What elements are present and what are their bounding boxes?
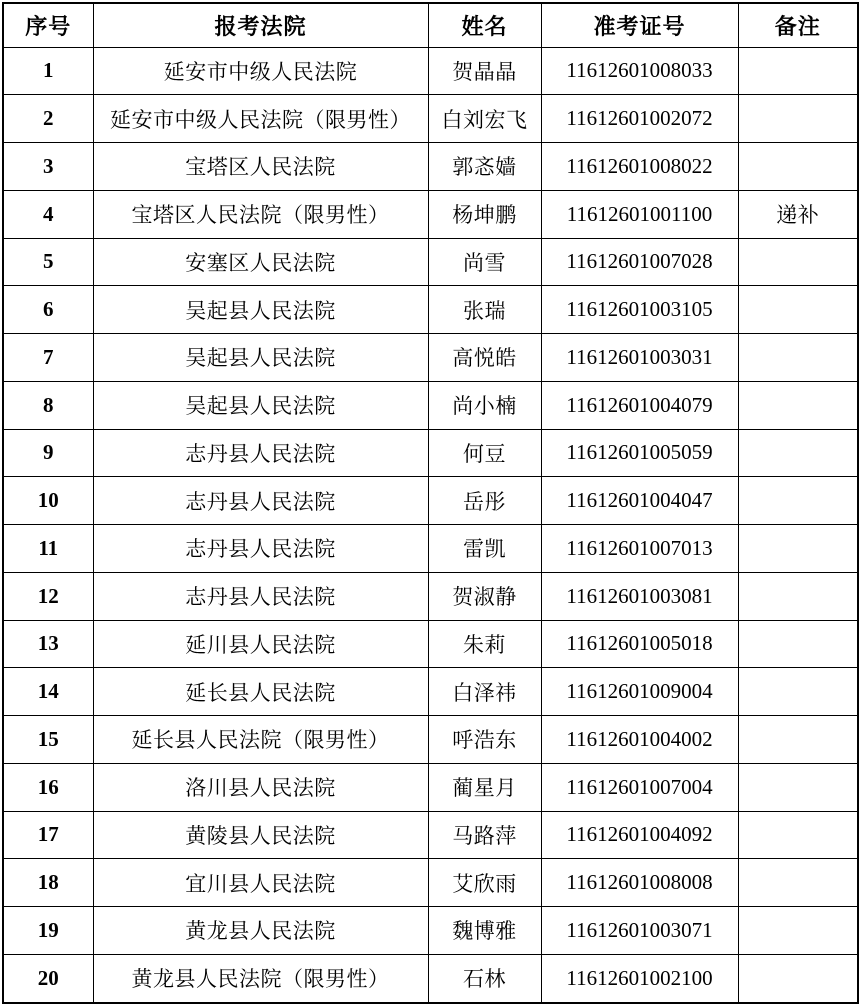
cell-ticket: 11612601003081: [541, 572, 738, 620]
cell-name: 高悦皓: [428, 334, 541, 382]
cell-no: 12: [3, 572, 93, 620]
table-row: [3, 668, 858, 716]
cell-court: 延川县人民法院: [93, 620, 428, 668]
cell-note: [738, 620, 858, 668]
table-row: [3, 811, 858, 859]
table-row: [3, 907, 858, 955]
cell-name: 艾欣雨: [428, 859, 541, 907]
header-row: [3, 3, 858, 47]
header-cell-name: 姓名: [428, 3, 541, 47]
cell-note: [738, 572, 858, 620]
cell-ticket: 11612601001100: [541, 190, 738, 238]
table-row: [3, 525, 858, 573]
table-row: [3, 47, 858, 95]
cell-ticket: 11612601003071: [541, 907, 738, 955]
cell-court: 志丹县人民法院: [93, 429, 428, 477]
cell-note: [738, 429, 858, 477]
table-body: [3, 47, 858, 1003]
cell-no: 8: [3, 381, 93, 429]
cell-ticket: 11612601007028: [541, 238, 738, 286]
cell-name: 张瑞: [428, 286, 541, 334]
table-row: [3, 429, 858, 477]
cell-no: 9: [3, 429, 93, 477]
cell-ticket: 11612601003031: [541, 334, 738, 382]
cell-no: 7: [3, 334, 93, 382]
cell-ticket: 11612601004002: [541, 716, 738, 764]
cell-no: 15: [3, 716, 93, 764]
cell-court: 延长县人民法院（限男性）: [93, 716, 428, 764]
cell-name: 朱莉: [428, 620, 541, 668]
table-row: [3, 95, 858, 143]
cell-name: 郭忞嫱: [428, 143, 541, 191]
cell-court: 宜川县人民法院: [93, 859, 428, 907]
table-row: [3, 190, 858, 238]
cell-no: 17: [3, 811, 93, 859]
cell-ticket: 11612601004079: [541, 381, 738, 429]
table-row: [3, 334, 858, 382]
cell-note: [738, 716, 858, 764]
table-row: [3, 572, 858, 620]
cell-court: 宝塔区人民法院: [93, 143, 428, 191]
cell-ticket: 11612601002072: [541, 95, 738, 143]
table-row: [3, 859, 858, 907]
cell-court: 吴起县人民法院: [93, 286, 428, 334]
cell-note: [738, 143, 858, 191]
cell-no: 5: [3, 238, 93, 286]
cell-name: 蔺星月: [428, 763, 541, 811]
cell-name: 贺淑静: [428, 572, 541, 620]
cell-no: 6: [3, 286, 93, 334]
table-row: [3, 620, 858, 668]
cell-no: 2: [3, 95, 93, 143]
cell-note: [738, 47, 858, 95]
cell-ticket: 11612601007013: [541, 525, 738, 573]
cell-name: 石林: [428, 954, 541, 1003]
cell-note: [738, 954, 858, 1003]
cell-court: 志丹县人民法院: [93, 525, 428, 573]
cell-court: 黄龙县人民法院（限男性）: [93, 954, 428, 1003]
cell-ticket: 11612601009004: [541, 668, 738, 716]
cell-name: 雷凯: [428, 525, 541, 573]
table-row: [3, 477, 858, 525]
cell-ticket: 11612601007004: [541, 763, 738, 811]
cell-court: 安塞区人民法院: [93, 238, 428, 286]
table-row: [3, 238, 858, 286]
cell-no: 18: [3, 859, 93, 907]
cell-name: 贺晶晶: [428, 47, 541, 95]
cell-note: [738, 238, 858, 286]
cell-name: 岳彤: [428, 477, 541, 525]
cell-name: 尚雪: [428, 238, 541, 286]
cell-court: 志丹县人民法院: [93, 477, 428, 525]
cell-note: [738, 763, 858, 811]
table-row: [3, 381, 858, 429]
table-row: [3, 716, 858, 764]
cell-no: 19: [3, 907, 93, 955]
cell-note: [738, 334, 858, 382]
cell-name: 尚小楠: [428, 381, 541, 429]
header-cell-note: 备注: [738, 3, 858, 47]
cell-court: 吴起县人民法院: [93, 381, 428, 429]
cell-ticket: 11612601003105: [541, 286, 738, 334]
cell-court: 志丹县人民法院: [93, 572, 428, 620]
cell-court: 延安市中级人民法院: [93, 47, 428, 95]
cell-no: 4: [3, 190, 93, 238]
cell-no: 13: [3, 620, 93, 668]
cell-note: [738, 477, 858, 525]
cell-note: [738, 381, 858, 429]
roster-table-container: [2, 2, 857, 1004]
table-row: [3, 143, 858, 191]
cell-name: 白刘宏飞: [428, 95, 541, 143]
cell-court: 延长县人民法院: [93, 668, 428, 716]
header-cell-no: 序号: [3, 3, 93, 47]
cell-ticket: 11612601005018: [541, 620, 738, 668]
cell-ticket: 11612601008008: [541, 859, 738, 907]
cell-no: 11: [3, 525, 93, 573]
cell-no: 10: [3, 477, 93, 525]
cell-court: 延安市中级人民法院（限男性）: [93, 95, 428, 143]
cell-name: 魏博雅: [428, 907, 541, 955]
cell-name: 白泽祎: [428, 668, 541, 716]
cell-court: 黄陵县人民法院: [93, 811, 428, 859]
cell-court: 吴起县人民法院: [93, 334, 428, 382]
cell-note: [738, 668, 858, 716]
cell-note: [738, 811, 858, 859]
cell-ticket: 11612601008033: [541, 47, 738, 95]
cell-no: 14: [3, 668, 93, 716]
cell-name: 呼浩东: [428, 716, 541, 764]
cell-name: 何豆: [428, 429, 541, 477]
cell-court: 洛川县人民法院: [93, 763, 428, 811]
cell-ticket: 11612601002100: [541, 954, 738, 1003]
cell-name: 杨坤鹏: [428, 190, 541, 238]
cell-court: 黄龙县人民法院: [93, 907, 428, 955]
cell-note: [738, 859, 858, 907]
header-cell-court: 报考法院: [93, 3, 428, 47]
cell-no: 3: [3, 143, 93, 191]
cell-no: 1: [3, 47, 93, 95]
cell-ticket: 11612601008022: [541, 143, 738, 191]
cell-ticket: 11612601005059: [541, 429, 738, 477]
applicants-table: [2, 2, 859, 1004]
cell-note: [738, 95, 858, 143]
cell-ticket: 11612601004047: [541, 477, 738, 525]
cell-court: 宝塔区人民法院（限男性）: [93, 190, 428, 238]
cell-no: 20: [3, 954, 93, 1003]
cell-note: [738, 907, 858, 955]
header-cell-ticket: 准考证号: [541, 3, 738, 47]
table-row: [3, 286, 858, 334]
table-row: [3, 954, 858, 1003]
cell-no: 16: [3, 763, 93, 811]
cell-ticket: 11612601004092: [541, 811, 738, 859]
cell-note: [738, 525, 858, 573]
table-row: [3, 763, 858, 811]
cell-note: [738, 286, 858, 334]
cell-note: 递补: [738, 190, 858, 238]
cell-name: 马路萍: [428, 811, 541, 859]
